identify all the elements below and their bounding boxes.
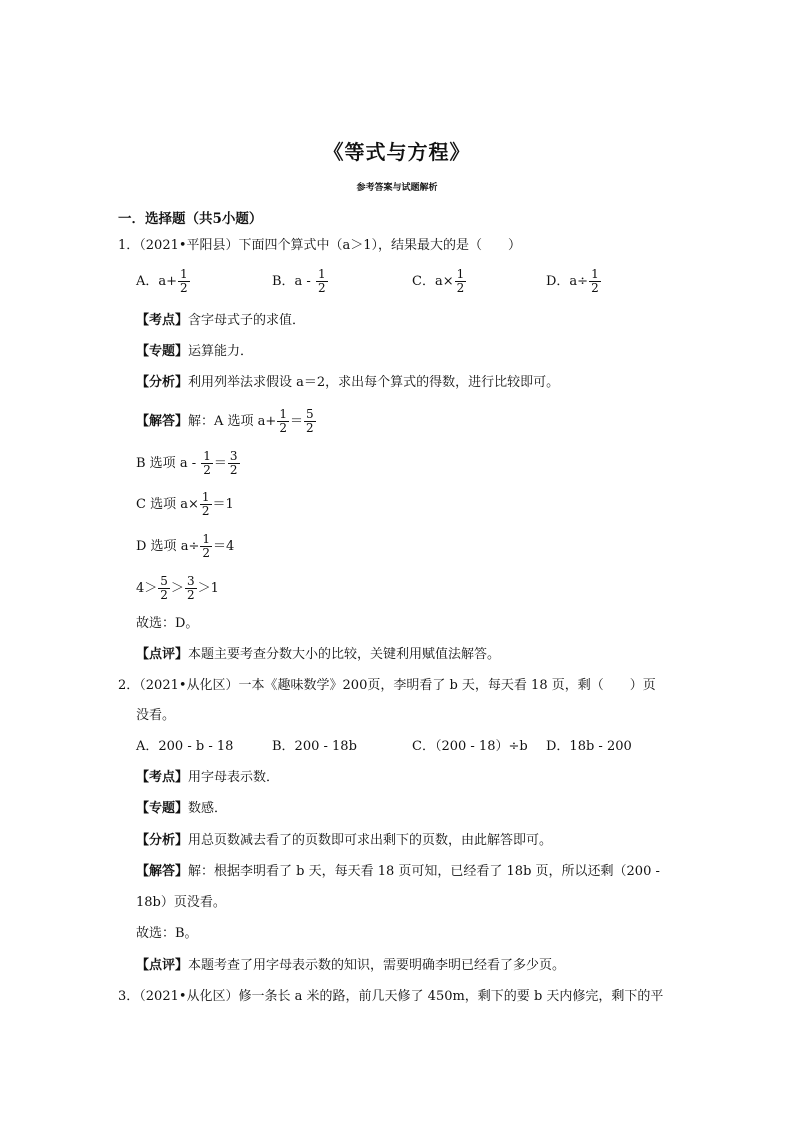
q1-line-b: B 选项 a - $\frac{1}{2}$ ＝ $\frac{3}{2}$	[136, 449, 238, 477]
q2-option-b: B．200 - 18b	[272, 739, 357, 754]
q1-line-c: C 选项 a× $\frac{1}{2}$ ＝1	[136, 490, 234, 518]
fraction: $\frac{1}{2}$	[202, 532, 210, 560]
document-subtitle: 参考答案与试题解析	[356, 183, 438, 193]
q2-jieda-line2: 18b）页没看。	[136, 895, 226, 910]
q2-stem-line2: 没看。	[136, 708, 176, 723]
q2-option-c: C．（200 - 18）÷b	[412, 739, 528, 754]
q3-stem-line1: 3．（2021•从化区）修一条长 a 米的路，前几天修了 450m，剩下的要 b 天内修完，剩下的平	[118, 989, 664, 1004]
fraction: $\frac{5}{2}$	[305, 407, 314, 435]
q1-dianping: 【点评】本题主要考查分数大小的比较，关键利用赋值法解答。	[136, 647, 501, 662]
q1-option-a: A．a+ $\frac{1}{2}$	[136, 267, 188, 295]
q1-option-b: B．a - $\frac{1}{2}$	[272, 267, 326, 295]
fraction: $\frac{1}{2}$	[201, 490, 210, 518]
fraction: $\frac{1}{2}$	[180, 267, 188, 295]
q2-option-d: D．18b - 200	[546, 739, 632, 754]
q1-option-d: D．a÷ $\frac{1}{2}$	[546, 267, 599, 295]
q1-stem: 1．（2021•平阳县）下面四个算式中（a＞1），结果最大的是（ ）	[118, 238, 522, 253]
fraction: $\frac{1}{2}$	[591, 267, 599, 295]
q1-option-c: C．a× $\frac{1}{2}$	[412, 267, 465, 295]
q1-kaodian: 【考点】含字母式子的求值．	[136, 313, 306, 328]
document-title: 《等式与方程》	[323, 140, 471, 164]
q2-kaodian: 【考点】用字母表示数．	[136, 770, 280, 785]
fraction: $\frac{5}{2}$	[160, 574, 168, 602]
q1-line-d: D 选项 a÷ $\frac{1}{2}$ ＝4	[136, 532, 235, 560]
q2-stem-line1: 2．（2021•从化区）一本《趣味数学》200页，李明看了 b 天，每天看 18 页，剩（ ）页	[118, 678, 656, 693]
q1-zhuanti: 【专题】运算能力．	[136, 344, 254, 359]
q1-answer: 故选：D。	[136, 616, 199, 631]
q2-jieda-line1: 【解答】解：根据李明看了 b 天，每天看 18 页可知，已经看了 18b 页，所以还剩（200 -	[136, 864, 660, 879]
fraction: $\frac{1}{2}$	[279, 407, 287, 435]
q2-dianping: 【点评】本题考查了用字母表示数的知识，需要明确李明已经看了多少页。	[136, 958, 566, 973]
q1-comparison: 4＞ $\frac{5}{2}$ ＞ $\frac{3}{2}$ ＞1	[136, 574, 219, 602]
fraction: $\frac{3}{2}$	[229, 449, 238, 477]
fraction: $\frac{3}{2}$	[186, 574, 195, 602]
section-heading: 一．选择题（共5小题）	[118, 211, 263, 227]
q1-fenxi: 【分析】利用列举法求假设 a＝2，求出每个算式的得数，进行比较即可。	[136, 375, 560, 390]
q2-option-a: A．200 - b - 18	[136, 739, 234, 754]
q2-zhuanti: 【专题】数感．	[136, 801, 228, 816]
q2-answer: 故选：B。	[136, 926, 198, 941]
fraction: $\frac{1}{2}$	[456, 267, 465, 295]
q1-jieda: 【解答】解：A 选项 a+ $\frac{1}{2}$ ＝ $\frac{5}{2}$	[136, 407, 314, 435]
fraction: $\frac{1}{2}$	[203, 449, 211, 477]
fraction: $\frac{1}{2}$	[317, 267, 326, 295]
q2-fenxi: 【分析】用总页数减去看了的页数即可求出剩下的页数，由此解答即可。	[136, 833, 553, 848]
